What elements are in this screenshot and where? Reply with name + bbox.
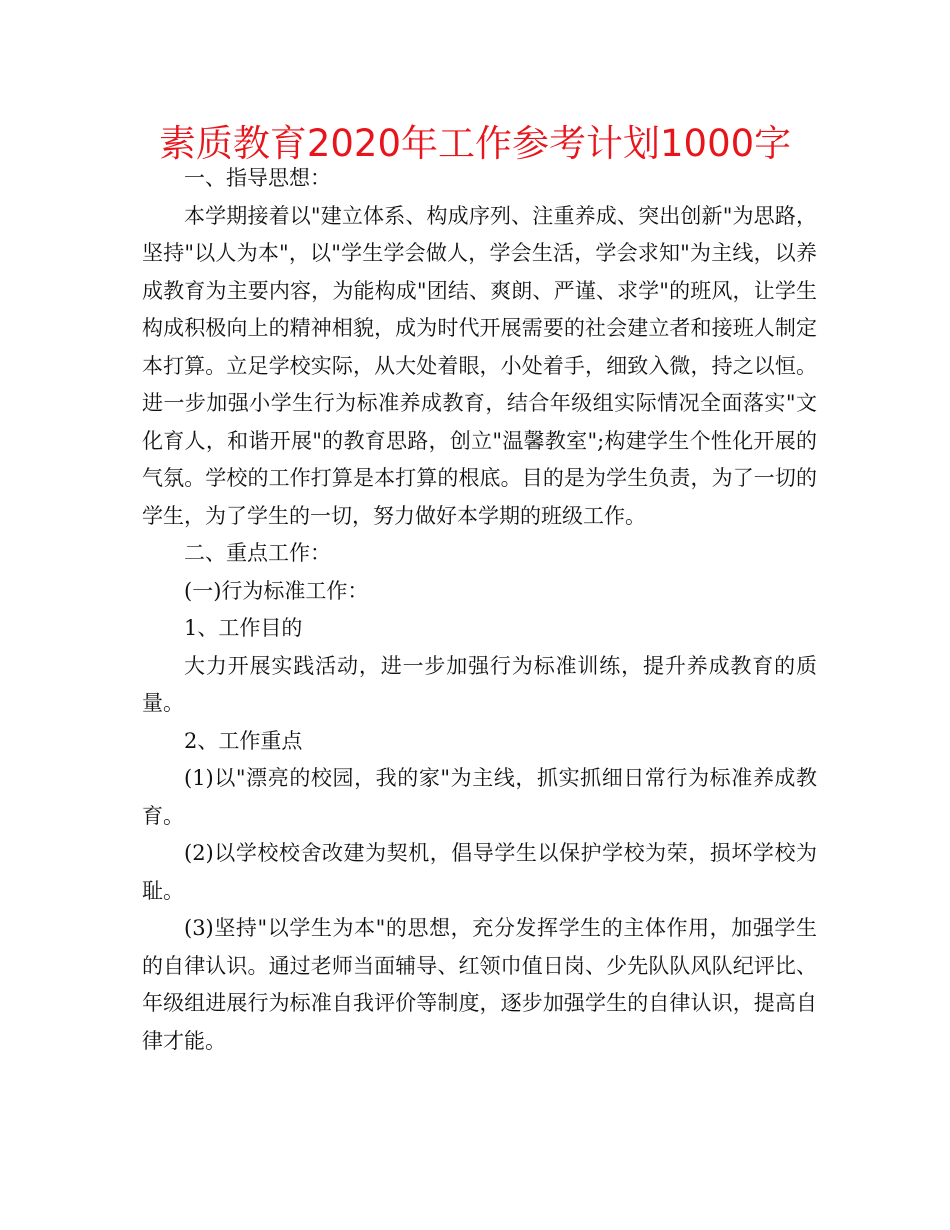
item-work-goal: 1、工作目的 — [184, 616, 303, 640]
list-item-focus-3: (3)坚持"以学生为本"的思想，充分发挥学生的主体作用，加强学生的自律认识。通过老师当面辅导、红领巾值日岗、少先队队风队纪评比、年级组进展行为标准自我评价等制度，逐步加强学生的自律认识，提高自律才能。 — [142, 916, 817, 1053]
heading-key-work: 二、重点工作： — [184, 541, 331, 565]
paragraph-work-goal: 大力开展实践活动，进一步加强行为标准训练，提升养成教育的质量。 — [142, 653, 817, 715]
list-item-focus-2: (2)以学校校舍改建为契机，倡导学生以保护学校为荣，损坏学校为耻。 — [142, 841, 817, 903]
heading-guiding-ideology: 一、指导思想： — [184, 166, 331, 190]
item-work-focus: 2、工作重点 — [184, 728, 303, 753]
list-item-focus-1: (1)以"漂亮的校园，我的家"为主线，抓实抓细日常行为标准养成教育。 — [142, 766, 817, 828]
subheading-behavior-standard: (一)行为标准工作： — [184, 578, 369, 603]
document-title: 素质教育2020年工作参考计划1000字 — [158, 122, 792, 165]
document-body — [142, 160, 817, 1060]
paragraph-guiding-ideology: 本学期接着以"建立体系、构成序列、注重养成、突出创新"为思路，坚持"以人为本"，以"学生学会做人，学会生活，学会求知"为主线，以养成教育为主要内容，为能构成"团结、爽朗、严谨、求学"的班风，让学生构成积极向上的精神相貌，成为时代开展需要的社会建立者和接班人制定本打算。立足学校实际，从大处着眼，小处着手，细致入微，持之以恒。进一步加强小学生行为标准养成教育，结合年级组实际情况全面落实"文化育人，和谐开展"的教育思路，创立"温馨教室";构建学生个性化开展的气氛。学校的工作打算是本打算的根底。目的是为学生负责，为了一切的学生，为了学生的一切，努力做好本学期的班级工作。 — [142, 203, 817, 528]
